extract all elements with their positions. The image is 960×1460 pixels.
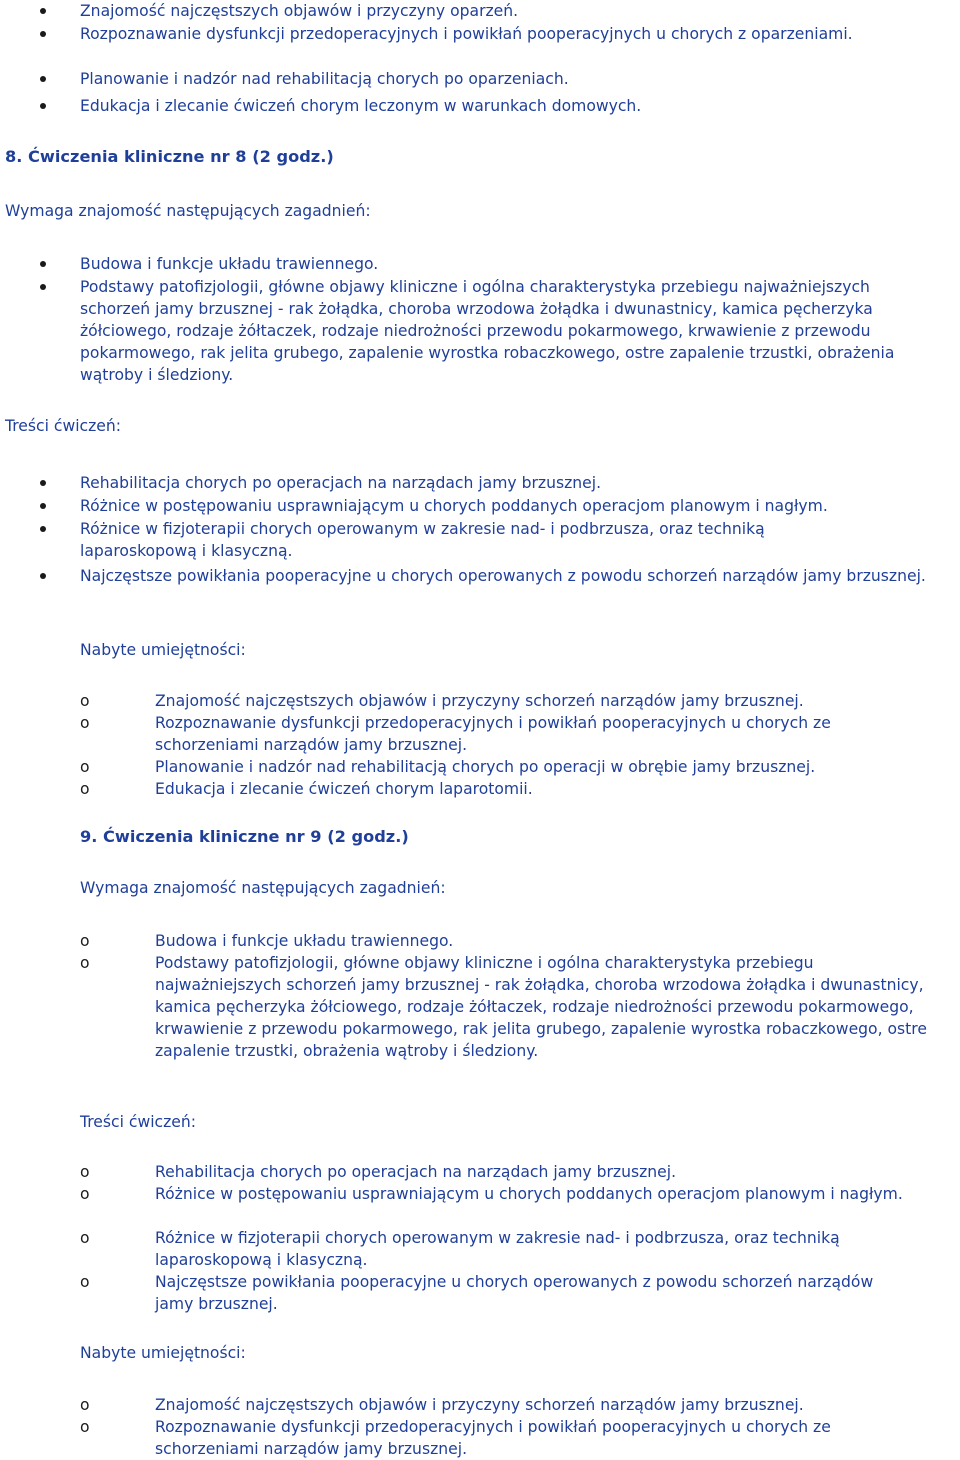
list-item	[0, 68, 900, 90]
content-label: Treści ćwiczeń:	[80, 1113, 197, 1131]
list-item-text: Znajomość najczęstszych objawów i przyczyny schorzeń narządów jamy brzusznej.	[155, 1396, 804, 1414]
list-item-text: Różnice w fizjoterapii chorych operowanym w zakresie nad- i podbrzusza, oraz techniką laparoskopową i klasyczną.	[155, 1229, 840, 1269]
list-item-text: Planowanie i nadzór nad rehabilitacją chorych po oparzeniach.	[80, 70, 569, 88]
list-item	[0, 95, 900, 117]
list-item-text: Podstawy patofizjologii, główne objawy kliniczne i ogólna charakterystyka przebiegu najważniejszych schorzeń jamy brzusznej - rak żołądka, choroba wrzodowa żołądka i dwunastnicy, kamica pęcherzyka żółciowego, rodzaje żółtaczek, rodzaje niedrożności przewodu pokarmowego, krwawienie z przewodu pokarmowego, rak jelita grubego, zapalenie wyrostka robaczkowego, ostre zapalenie trzustki, obrażenia wątroby i śledziony.	[80, 278, 895, 384]
list-item	[0, 712, 935, 756]
list-item-text: Rehabilitacja chorych po operacjach na narządach jamy brzusznej.	[155, 1163, 677, 1181]
list-item-text: Budowa i funkcje układu trawiennego.	[80, 255, 379, 273]
list-item	[0, 495, 960, 517]
list-item	[0, 1183, 945, 1205]
list-item-text: Znajomość najczęstszych objawów i przyczyny oparzeń.	[80, 2, 519, 20]
list-item-text: Różnice w fizjoterapii chorych operowanym w zakresie nad- i podbrzusza, oraz techniką laparoskopową i klasyczną.	[80, 520, 765, 560]
list-item-text: Edukacja i zlecanie ćwiczeń chorym leczonym w warunkach domowych.	[80, 97, 642, 115]
list-item	[0, 1227, 955, 1271]
list-item	[0, 690, 955, 712]
list-item	[0, 778, 955, 800]
list-item	[0, 253, 920, 275]
section-heading: 8. Ćwiczenia kliniczne nr 8 (2 godz.)	[5, 147, 334, 166]
list-item	[0, 1416, 935, 1460]
skills-label: Nabyte umiejętności:	[80, 1344, 246, 1362]
list-item-text: Rozpoznawanie dysfunkcji przedoperacyjnych i powikłań pooperacyjnych u chorych z oparzeniami.	[80, 25, 853, 43]
list-item-text: Rehabilitacja chorych po operacjach na narządach jamy brzusznej.	[80, 474, 602, 492]
list-item-text: Planowanie i nadzór nad rehabilitacją chorych po operacji w obrębie jamy brzusznej.	[155, 758, 816, 776]
list-item-text: Edukacja i zlecanie ćwiczeń chorym laparotomii.	[155, 780, 533, 798]
list-item	[0, 1271, 895, 1315]
section-heading: 9. Ćwiczenia kliniczne nr 9 (2 godz.)	[80, 827, 409, 846]
content-label: Treści ćwiczeń:	[5, 417, 122, 435]
list-item	[0, 1394, 955, 1416]
list-item	[0, 930, 935, 952]
list-item-text: Rozpoznawanie dysfunkcji przedoperacyjnych i powikłań pooperacyjnych u chorych ze schorzeniami narządów jamy brzusznej.	[155, 714, 831, 754]
requirements-label: Wymaga znajomość następujących zagadnień:	[5, 202, 371, 220]
list-item	[0, 565, 960, 587]
list-item	[0, 518, 880, 562]
skills-label: Nabyte umiejętności:	[80, 641, 246, 659]
list-item	[0, 472, 940, 494]
list-item-text: Najczęstsze powikłania pooperacyjne u chorych operowanych z powodu schorzeń narządów jamy brzusznej.	[155, 1273, 874, 1313]
list-item	[0, 1161, 955, 1183]
list-item	[0, 0, 900, 22]
list-item-text: Budowa i funkcje układu trawiennego.	[155, 932, 454, 950]
list-item	[0, 23, 860, 45]
list-item-text: Różnice w postępowaniu usprawniającym u chorych poddanych operacjom planowym i nagłym.	[155, 1185, 903, 1203]
list-item-text: Podstawy patofizjologii, główne objawy kliniczne i ogólna charakterystyka przebiegu najważniejszych schorzeń jamy brzusznej - rak żołądka, choroba wrzodowa żołądka i dwunastnicy, kamica pęcherzyka żółciowego, rodzaje żółtaczek, rodzaje niedrożności przewodu pokarmowego, krwawienie z przewodu pokarmowego, rak jelita grubego, zapalenie wyrostka robaczkowego, ostre zapalenie trzustki, obrażenia wątroby i śledziony.	[155, 954, 927, 1060]
list-item-text: Rozpoznawanie dysfunkcji przedoperacyjnych i powikłań pooperacyjnych u chorych ze schorzeniami narządów jamy brzusznej.	[155, 1418, 831, 1458]
list-item	[0, 952, 935, 1062]
list-item	[0, 756, 955, 778]
list-item	[0, 276, 926, 386]
list-item-text: Znajomość najczęstszych objawów i przyczyny schorzeń narządów jamy brzusznej.	[155, 692, 804, 710]
list-item-text: Różnice w postępowaniu usprawniającym u chorych poddanych operacjom planowym i nagłym.	[80, 497, 828, 515]
requirements-label: Wymaga znajomość następujących zagadnień:	[80, 879, 446, 897]
list-item-text: Najczęstsze powikłania pooperacyjne u chorych operowanych z powodu schorzeń narządów jamy brzusznej.	[80, 567, 926, 585]
